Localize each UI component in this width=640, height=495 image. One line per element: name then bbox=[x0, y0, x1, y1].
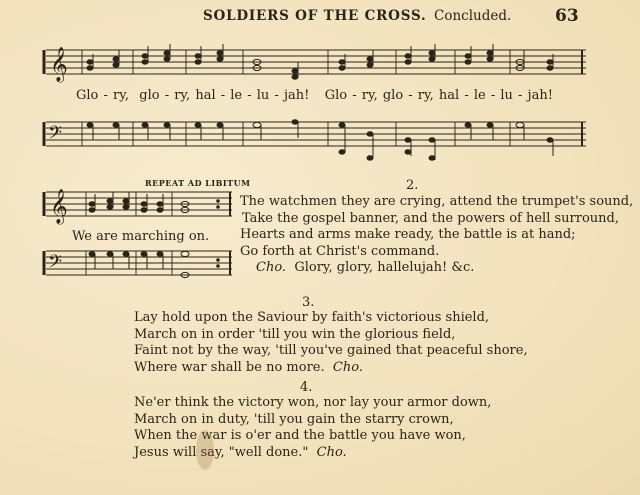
verse2-text bbox=[240, 194, 633, 277]
repeat-marking: REPEAT AD LIBITUM bbox=[145, 178, 251, 188]
verse2-line: Hearts and arms make ready, the battle is at hand; bbox=[240, 227, 576, 242]
verse4-number: 4. bbox=[300, 380, 313, 395]
chorus-text: Glory, glory, hallelujah! &c. bbox=[294, 260, 475, 275]
verse3-line: Lay hold upon the Saviour by faith's victorious shield, bbox=[134, 310, 490, 325]
verse4-text bbox=[134, 395, 491, 461]
system1-treble-staff bbox=[40, 44, 590, 84]
chorus-label: Cho. bbox=[332, 359, 363, 375]
verse3-line bbox=[134, 360, 528, 377]
system2-bass-staff bbox=[40, 245, 236, 285]
verse4-line: March on in duty, 'till you gain the starry crown, bbox=[134, 411, 454, 427]
verse3-line: Faint not by the way, 'till you've gained that peaceful shore, bbox=[134, 343, 528, 358]
verse2-line: Take the gospel banner, and the powers of hell surround, bbox=[242, 210, 619, 226]
svg-text:𝄢: 𝄢 bbox=[48, 252, 63, 277]
system2-lyrics: We are marching on. bbox=[72, 229, 210, 244]
verse4-line bbox=[134, 445, 491, 462]
verse4-line: When the war is o'er and the battle you have won, bbox=[134, 428, 466, 443]
chorus-label: Cho. bbox=[316, 444, 347, 460]
verse4-last-line: Jesus will say, "well done." bbox=[134, 444, 309, 460]
verse4-line: Ne'er think the victory won, nor lay your armor down, bbox=[134, 395, 492, 410]
svg-text:𝄢: 𝄢 bbox=[48, 123, 63, 148]
verse3-text bbox=[134, 310, 528, 376]
system2-treble-staff bbox=[40, 186, 236, 226]
svg-text:𝄞: 𝄞 bbox=[50, 47, 68, 82]
paper-stain bbox=[196, 430, 214, 470]
verse3-line: March on in order 'till you win the glorious field, bbox=[134, 326, 456, 342]
system1-lyrics: Glo - ry, glo - ry, hal - le - lu - jah! Glo - ry, glo - ry, hal - le - lu - jah! bbox=[76, 88, 553, 103]
verse3-number: 3. bbox=[302, 295, 315, 310]
svg-text:𝄞: 𝄞 bbox=[50, 189, 68, 224]
page-header bbox=[0, 6, 640, 26]
verse3-last-line: Where war shall be no more. bbox=[134, 359, 325, 375]
system1-bass-staff bbox=[40, 112, 590, 164]
page-number: 63 bbox=[555, 6, 579, 26]
chorus-label: Cho. bbox=[256, 260, 287, 275]
verse2-number: 2. bbox=[406, 178, 419, 193]
verse2-line: The watchmen they are crying, attend the trumpet's sound, bbox=[240, 194, 634, 209]
verse2-chorus bbox=[240, 260, 633, 277]
hymn-title: SOLDIERS OF THE CROSS. bbox=[203, 8, 427, 24]
hymn-subtitle: Concluded. bbox=[434, 8, 512, 24]
verse2-line: Go forth at Christ's command. bbox=[240, 243, 440, 259]
